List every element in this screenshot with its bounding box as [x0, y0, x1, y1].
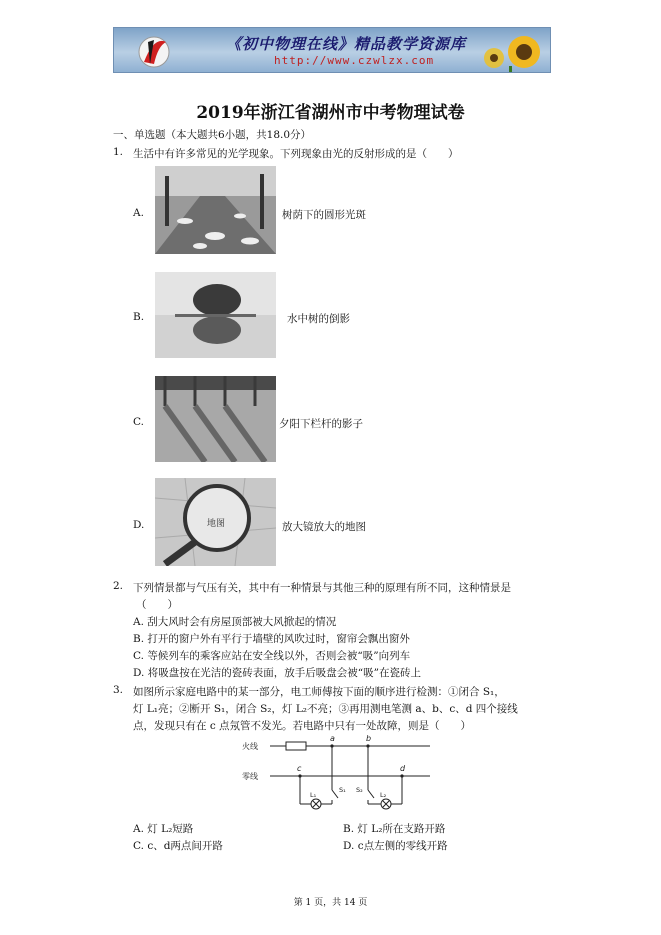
q2-option-c[interactable]: C. 等候列车的乘客应站在安全线以外，否则会被“吸”向列车	[133, 650, 411, 662]
banner-title: 《初中物理在线》精品教学资源库	[226, 35, 467, 53]
q2-number: 2.	[113, 580, 124, 592]
switch-s1-label: S₁	[339, 786, 346, 794]
q1-option-c-text: 夕阳下栏杆的影子	[279, 418, 363, 430]
q2-option-a[interactable]: A. 刮大风时会有房屋顶部被大风掀起的情况	[133, 616, 337, 628]
q2-stem-line2: （ ）	[136, 599, 178, 611]
q1-option-c-letter[interactable]: C.	[133, 416, 144, 428]
q3-option-c[interactable]: C. c、d两点间开路	[133, 840, 223, 852]
q3-option-d[interactable]: D. c点左侧的零线开路	[343, 840, 448, 852]
banner-url[interactable]: http://www.czwlzx.com	[274, 54, 435, 67]
switch-s2-label: S₂	[356, 786, 363, 794]
q1-option-a-letter[interactable]: A.	[133, 207, 144, 219]
q1-option-d-text: 放大镜放大的地图	[282, 521, 366, 533]
q1-option-d-letter[interactable]: D.	[133, 519, 145, 531]
lamp-l1-label: L₁	[310, 791, 317, 799]
point-a-label: a	[330, 734, 335, 743]
q1-option-b-letter[interactable]: B.	[133, 311, 145, 323]
q1-option-c-image	[155, 376, 276, 462]
q3-line2: 灯 L₁亮；②断开 S₁，闭合 S₂，灯 L₂不亮；③再用测电笔测 a、b、c、d 四个接线	[133, 703, 518, 715]
sunflower-icon	[484, 36, 540, 73]
q1-option-d-image	[155, 478, 276, 566]
q3-option-b[interactable]: B. 灯 L₂所在支路开路	[343, 823, 446, 835]
q1-option-a-text: 树荫下的圆形光斑	[282, 209, 366, 221]
page-footer: 第 1 页，共 14 页	[293, 898, 368, 908]
lamp-l2-label: L₂	[380, 791, 387, 799]
q3-option-a[interactable]: A. 灯 L₂短路	[133, 823, 194, 835]
q3-number: 3.	[113, 684, 124, 696]
header-banner	[113, 27, 551, 73]
q2-stem-line1: 下列情景都与气压有关，其中有一种情景与其他三种的原理有所不同，这种情景是	[133, 582, 511, 594]
q1-option-b-image	[155, 272, 276, 358]
q1-option-a-image	[155, 166, 276, 254]
q1-stem: 生活中有许多常见的光学现象。下列现象由光的反射形成的是（ ）	[133, 148, 459, 160]
live-wire-label: 火线	[242, 742, 258, 751]
q3-line3: 点，发现只有在 c 点氖管不发光。若电路中只有一处故障，则是（ ）	[133, 720, 472, 732]
q2-option-d[interactable]: D. 将吸盘按在光洁的瓷砖表面，放手后吸盘会被“吸”在瓷砖上	[133, 667, 421, 679]
q3-circuit-diagram	[240, 732, 430, 814]
section-heading: 一、单选题（本大题共6小题，共18.0分）	[113, 129, 312, 141]
point-b-label: b	[366, 734, 372, 743]
logo-icon	[139, 37, 169, 67]
point-d-label: d	[400, 764, 406, 773]
q3-line1: 如图所示家庭电路中的某一部分，电工师傅按下面的顺序进行检测：①闭合 S₁，	[133, 686, 505, 698]
map-label: 地图	[207, 519, 226, 529]
neutral-wire-label: 零线	[242, 772, 258, 781]
q1-option-b-text: 水中树的倒影	[287, 313, 350, 325]
q1-number: 1.	[113, 146, 124, 158]
page-title: 2019年浙江省湖州市中考物理试卷	[196, 103, 465, 123]
q2-option-b[interactable]: B. 打开的窗户外有平行于墙壁的风吹过时，窗帘会飘出窗外	[133, 633, 410, 645]
point-c-label: c	[297, 764, 302, 773]
